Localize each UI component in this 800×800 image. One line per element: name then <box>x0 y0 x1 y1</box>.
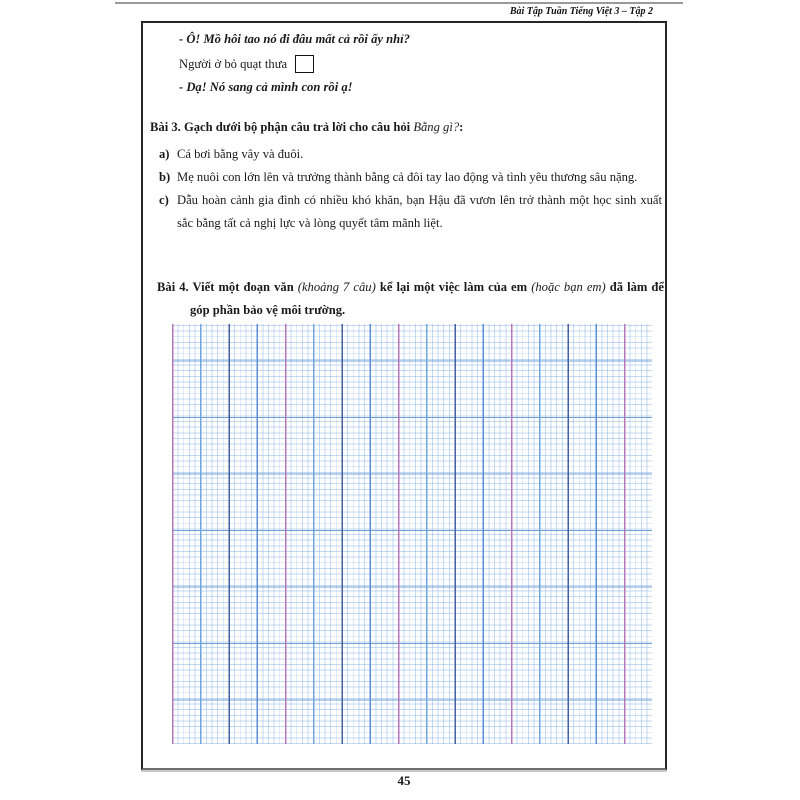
exercise-3-title: Gạch dưới bộ phận câu trả lời cho câu hỏi <box>183 120 411 134</box>
item-text-a: Cá bơi bằng vây và đuôi. <box>177 147 304 161</box>
exercise-4-part2-italic: (khoảng 7 câu) <box>297 280 376 294</box>
dialogue-line-2 <box>179 55 314 73</box>
item-marker-a: a) <box>159 147 170 161</box>
punctuation-blank-box <box>295 55 314 73</box>
exercise-3-item-list <box>150 143 662 235</box>
item-text-c: Dẫu hoàn cảnh gia đình có nhiều khó khăn, bạn Hậu đã vươn lên trở thành một học sinh xuất sắc bằng tất cả nghị lực và lòng quyết tâm mãnh liệt. <box>177 193 662 230</box>
list-item-c <box>150 189 662 235</box>
exercise-4-part4-italic: (hoặc bạn em) <box>531 280 606 294</box>
exercise-4-part3: kể lại một việc làm của em <box>379 280 528 294</box>
exercise-3-heading <box>150 120 664 135</box>
writing-grid-paper <box>172 324 652 744</box>
list-item-b <box>150 166 662 189</box>
exercise-4-heading <box>150 276 664 322</box>
header-rule <box>115 2 683 4</box>
exercise-3-title-italic: Bằng gì? <box>413 120 460 134</box>
page-number: 45 <box>397 773 411 788</box>
exercise-3-title-suffix: : <box>459 120 464 134</box>
exercise-4-part1: Viết một đoạn văn <box>192 280 294 294</box>
exercise-3-label: Bài 3. <box>150 120 181 134</box>
content-border-box <box>141 21 667 770</box>
running-header-title: Bài Tập Tuần Tiếng Việt 3 – Tập 2 <box>509 6 653 17</box>
exercise-4-part5: đã làm để góp phần bảo vệ môi trường. <box>190 280 665 317</box>
item-marker-b: b) <box>159 170 171 184</box>
dialogue-line-3: - Dạ! Nó sang cả mình con rồi ạ! <box>179 80 353 94</box>
exercise-4-label: Bài 4. <box>157 280 189 294</box>
item-marker-c: c) <box>159 193 169 207</box>
dialogue-line-1: - Ô! Mồ hôi tao nó đi đâu mất cả rồi ấy nhỉ? <box>179 32 410 46</box>
dialogue-line-2-text: Người ở bỏ quạt thưa <box>179 57 288 71</box>
list-item-a <box>150 143 662 166</box>
item-text-b: Mẹ nuôi con lớn lên và trưởng thành bằng cả đôi tay lao động và tình yêu thương sâu nặng. <box>177 170 638 184</box>
